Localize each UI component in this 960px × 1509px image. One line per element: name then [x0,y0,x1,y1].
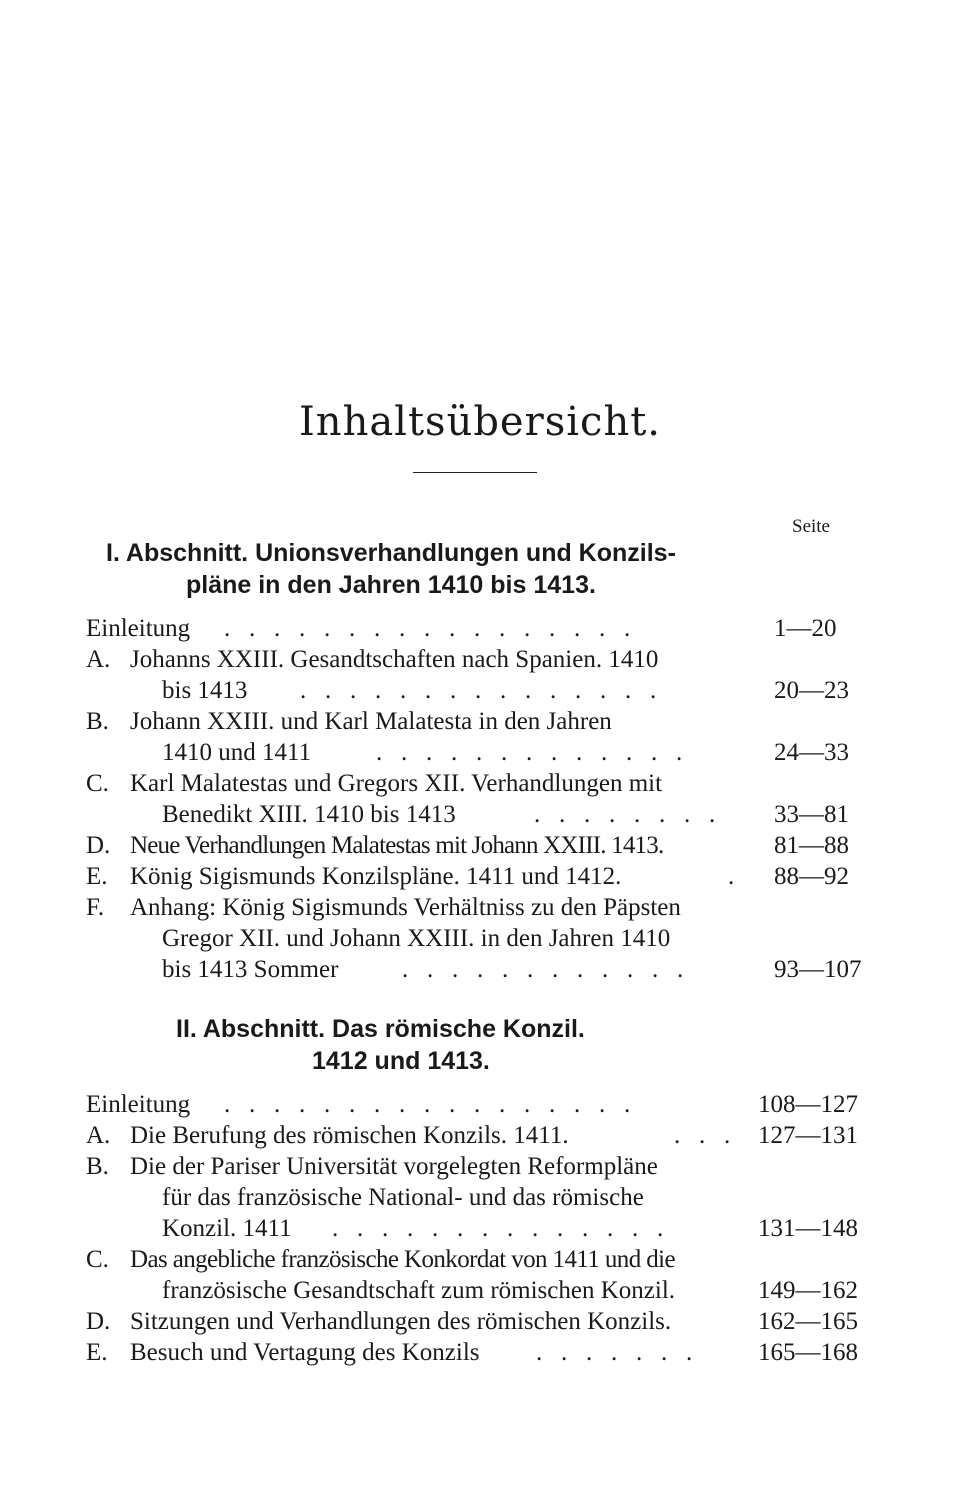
entry-text-line-1: Das angebliche französische Konkordat von 1411 und die [130,1246,675,1273]
entry-text-line-1: Die Berufung des römischen Konzils. 1411. [130,1122,569,1149]
leader-dots: . . . . . . . . . . . . . [376,739,683,766]
entry-letter: C. [86,1246,109,1273]
toc-entry [86,1089,866,1120]
page-range: 108—127 [758,1091,858,1118]
section-1-heading-line-2: pläne in den Jahren 1410 bis 1413. [186,571,596,599]
title-rule [413,472,537,473]
entry-letter: B. [86,708,109,735]
entry-text-line-2: Gregor XII. und Johann XXIII. in den Jahren 1410 [162,925,671,952]
page-range: 20—23 [774,677,849,704]
page-range: 1—20 [774,615,837,642]
toc-entry [86,1244,866,1306]
entry-text-line-2: bis 1413 [162,677,248,704]
entry-text-line-1: Die der Pariser Universität vorgelegten Reformpläne [130,1153,658,1180]
toc-entry [86,613,866,644]
page-title: Inhaltsübersicht. [299,399,661,445]
page-range: 81—88 [774,832,849,859]
page-range: 131—148 [758,1215,858,1242]
toc-entry [86,644,866,706]
page-range: 127—131 [758,1122,858,1149]
entry-letter: A. [86,1122,111,1149]
leader-dots: . . . . . . . . . . . . . . . [300,677,657,704]
entry-text-line-1: Karl Malatestas und Gregors XII. Verhandlungen mit [130,770,663,797]
toc-entry [86,706,866,768]
entry-letter: E. [86,1339,108,1366]
entry-text-line-1: Besuch und Vertagung des Konzils [130,1339,480,1366]
leader-dots: . [728,863,735,890]
leader-dots: . . . . . . . . . . . . [402,956,684,983]
leader-dots: . . . . . . . . [534,801,716,828]
entry-text-line-2: für das französische National- und das römische [162,1184,644,1211]
page-range: 88—92 [774,863,849,890]
entry-text-line-3: Konzil. 1411 [162,1215,292,1242]
entry-letter: A. [86,646,111,673]
toc-entry [86,830,866,861]
section-2-heading-line-1: II. Abschnitt. Das römische Konzil. [176,1015,585,1043]
page-range: 165—168 [758,1339,858,1366]
leader-dots: . . . . . . . . . . . . . . . . . [224,615,631,642]
entry-text: Einleitung [86,615,191,642]
entry-text-line-1: König Sigismunds Konzilspläne. 1411 und 1412. [130,863,622,890]
entry-text-line-3: bis 1413 Sommer [162,956,339,983]
leader-dots: . . . . . . . [536,1339,693,1366]
entry-text-line-1: Neue Verhandlungen Malatestas mit Johann XXIII. 1413. [130,832,664,859]
page-range: 33—81 [774,801,849,828]
toc-entry [86,1151,866,1244]
toc-entry [86,768,866,830]
toc-entry [86,1337,866,1368]
page-range: 93—107 [774,956,862,983]
toc-entry [86,1120,866,1151]
entry-letter: F. [86,894,105,921]
entry-text-line-1: Anhang: König Sigismunds Verhältniss zu den Päpsten [130,894,681,921]
entry-letter: B. [86,1153,109,1180]
page-range: 162—165 [758,1308,858,1335]
column-header-seite: Seite [792,516,830,537]
entry-text-line-2: 1410 und 1411 [162,739,312,766]
entry-text-line-2: Benedikt XIII. 1410 bis 1413 [162,801,456,828]
leader-dots: . . . . . . . . . . . . . . . . . [224,1091,631,1118]
entry-letter: E. [86,863,108,890]
entry-letter: D. [86,1308,111,1335]
entry-letter: C. [86,770,109,797]
toc-entry [86,1306,866,1337]
leader-dots: . . . . . . . . . . . . . . [332,1215,664,1242]
toc-entry [86,892,866,985]
page-range: 149—162 [758,1277,858,1304]
entry-text-line-1: Johanns XXIII. Gesandtschaften nach Spanien. 1410 [130,646,659,673]
entry-text-line-1: Sitzungen und Verhandlungen des römischen Konzils. [130,1308,672,1335]
entry-text-line-2: französische Gesandtschaft zum römischen Konzil. [162,1277,676,1304]
leader-dots: . . . [674,1122,731,1149]
toc-entry [86,861,866,892]
section-1-heading-line-1: I. Abschnitt. Unionsverhandlungen und Konzils- [106,539,676,567]
page-range: 24—33 [774,739,849,766]
entry-letter: D. [86,832,111,859]
entry-text: Einleitung [86,1091,191,1118]
section-2-heading-line-2: 1412 und 1413. [312,1047,490,1075]
entry-text-line-1: Johann XXIII. und Karl Malatesta in den Jahren [130,708,612,735]
